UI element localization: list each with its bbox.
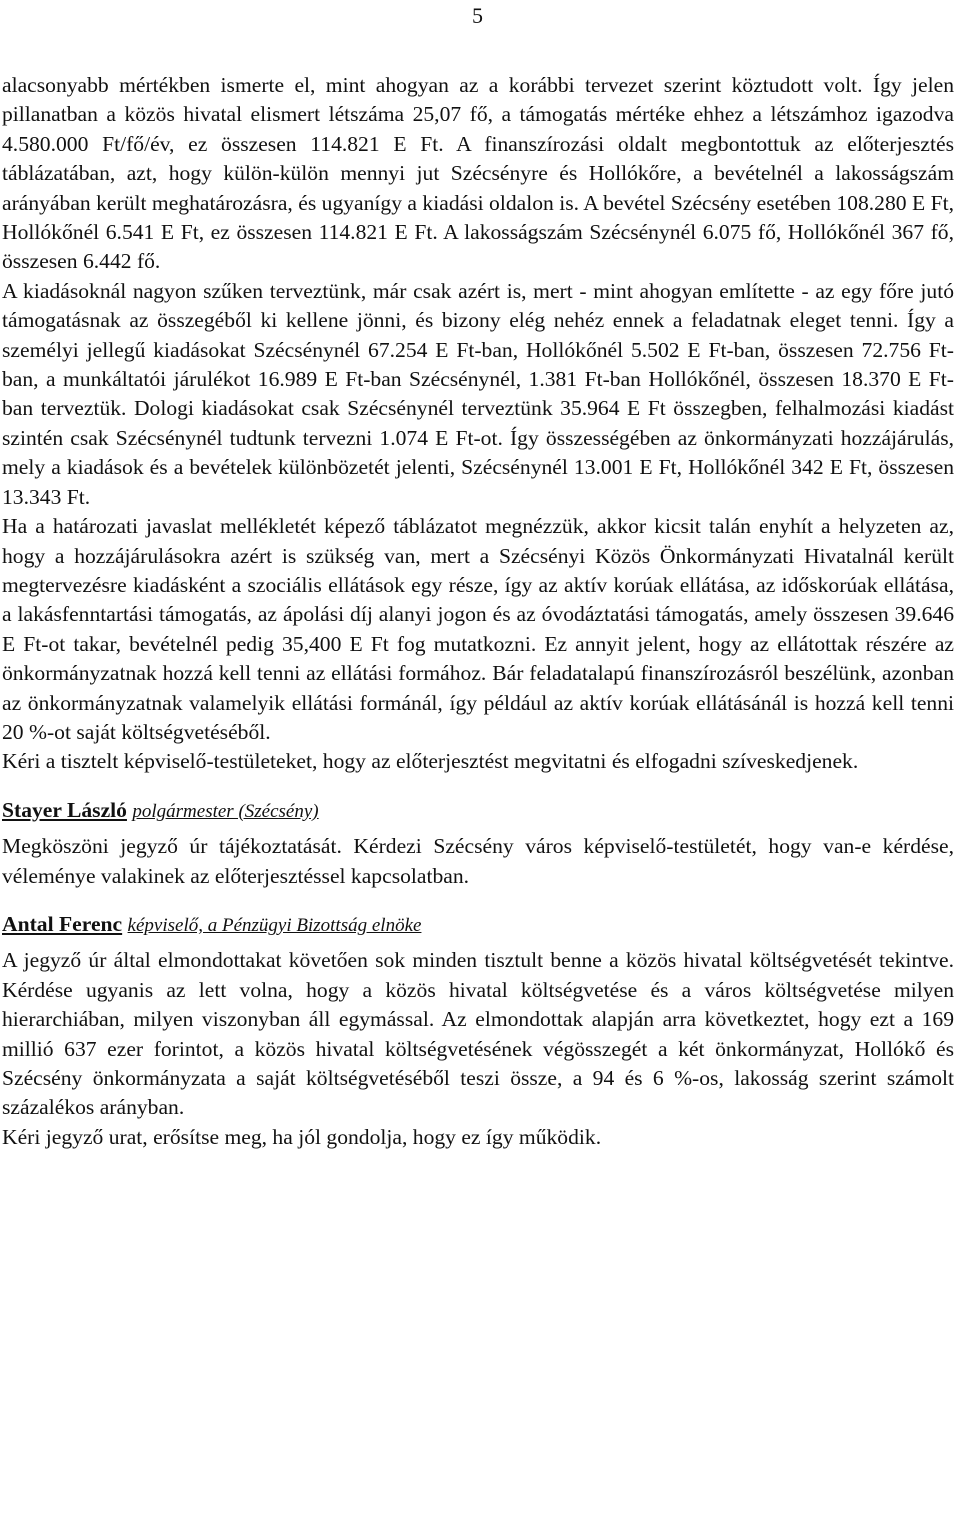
speaker-statement-continued: Kéri jegyző urat, erősítse meg, ha jól gondolja, hogy ez így működik. — [2, 1124, 602, 1149]
paragraph-social-benefits: Ha a határozati javaslat mellékletét képező táblázatot megnézzük, akkor kicsit talán enyhít a helyzeten az, hogy a hozzájárulásokra azért is szükség van, mert a Szécsényi Közös Önkormányzati Hivatalnál került megtervezésre kiadásként a szociális ellátások egy része, így az aktív korúak ellátása, az időskorúak ellátása, a lakásfenntartási támogatás, az ápolási díj alanyi jogon és az óvodáztatási támogatás, amely összesen 39.646 E Ft-ot takar, bevételnél pedig 35,400 E Ft fog mutatkozni. Ez annyit jelent, hogy az ellátottak részére az önkormányzatnak hozzá kell tenni az ellátási formához. Bár feladatalapú finanszírozásról beszélünk, azonban az önkormányzatnak valamelyik ellátási formánál, így például az aktív korúak ellátásánál is hozzá kell tenni 20 %-ot saját költségvetéséből. — [2, 514, 954, 744]
page-number: 5 — [472, 3, 483, 28]
speaker-role: polgármester (Szécsény) — [132, 800, 319, 822]
speaker-name: Antal Ferenc — [2, 911, 123, 936]
speaker-heading-stayer — [2, 796, 954, 826]
speaker-name: Stayer László — [2, 797, 127, 822]
document-body — [2, 71, 954, 1152]
speaker-heading-antal — [2, 910, 954, 940]
speaker-statement: A jegyző úr által elmondottakat követően sok minden tisztult benne a közös hivatal költségvetését tekintve. Kérdése ugyanis az lett volna, hogy a közös hivatal költségvetése és a város költségvetése milyen hierarchiában, milyen viszonyban áll egymással. Az elmondottak alapján arra következtet, hogy ezt a 169 millió 637 ezer forintot, a közös hivatal költségvetésének végösszegét a két önkormányzat, Hollókő és Szécsény önkormányzata a saját költségvetéséből teszi össze, a 94 és 6 %-os, lakosság szerint számolt százalékos arányban. — [2, 948, 954, 1120]
paragraph-request-approval: Kéri a tisztelt képviselő-testületeket, hogy az előterjesztést megvitatni és elfogadni szíveskedjenek. — [2, 749, 859, 774]
paragraph-funding-overview: alacsonyabb mértékben ismerte el, mint ahogyan az a korábbi tervezet szerint köztudott volt. Így jelen pillanatban a közös hivatal elismert létszáma 25,07 fő, a támogatás mértéke ehhez a létszámhoz igazodva 4.580.000 Ft/fő/év, ez összesen 114.821 E Ft. A finanszírozási oldalt megbontottuk az előterjesztés táblázatában, azt, hogy külön-külön mennyi jut Szécsényre és Hollókőre, a bevételnél a lakosságszám arányában került meghatározásra, és ugyanígy a kiadási oldalon is. A bevétel Szécsény esetében 108.280 E Ft, Hollókőnél 6.541 E Ft, ez összesen 114.821 E Ft. A lakosságszám Szécsénynél 6.075 fő, Hollókőnél 367 fő, összesen 6.442 fő. — [2, 73, 954, 274]
paragraph-expenditures: A kiadásoknál nagyon szűken terveztünk, már csak azért is, mert - mint ahogyan említette - az egy főre jutó támogatásnak az összegéből ki kellene jönni, és bizony elég nehéz ennek a feladatnak eleget tenni. Így a személyi jellegű kiadásokat Szécsénynél 67.254 E Ft-ban, Hollókőnél 5.502 E Ft-ban, összesen 72.756 Ft-ban, a munkáltatói járulékot 16.989 E Ft-ban Szécsénynél, 1.381 Ft-ban Hollókőnél, összesen 18.370 E Ft-ban terveztük. Dologi kiadásokat csak Szécsénynél terveztünk 35.964 E Ft összegben, felhalmozási kiadást szintén csak Szécsénynél tudtunk tervezni 1.074 E Ft-ot. Így összességében az önkormányzati hozzájárulás, mely a kiadások és a bevételek különbözetét jelenti, Szécsénynél 13.001 E Ft, Hollókőnél 342 E Ft, összesen 13.343 Ft. — [2, 278, 954, 509]
speaker-role: képviselő, a Pénzügyi Bizottság elnöke — [127, 914, 422, 936]
speaker-statement: Megköszöni jegyző úr tájékoztatását. Kérdezi Szécsény város képviselő-testületét, hogy van-e kérdése, véleménye valakinek az előterjesztéssel kapcsolatban. — [2, 834, 954, 888]
